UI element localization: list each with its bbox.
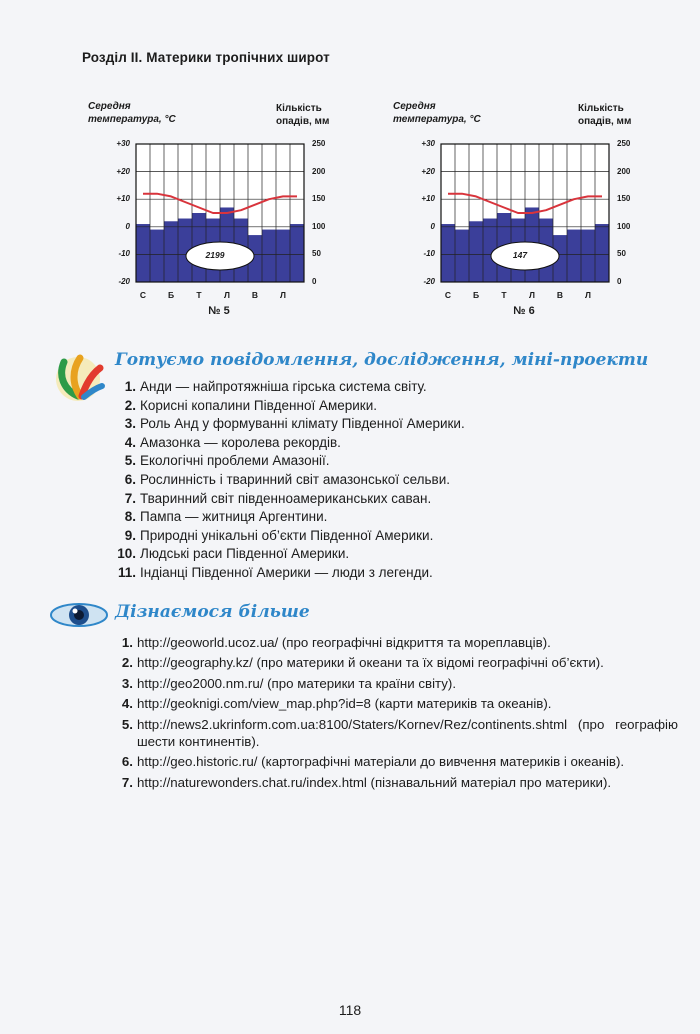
item-number: 1. (121, 635, 133, 650)
temp-tick-label: +20 (421, 166, 435, 176)
section-header: Розділ ІІ. Материки тропічних широт (82, 50, 330, 65)
month-label: В (251, 290, 259, 300)
project-topic-item (124, 508, 560, 527)
item-text: Амазонка — королева рекордів. (140, 434, 341, 450)
item-text: http://naturewonders.chat.ru/index.html (пізнавальний матеріал про материки). (137, 774, 612, 790)
precip-tick-label: 250 (617, 139, 631, 148)
item-text: http://geography.kz/ (про материки й океани та їх відомі географічні об’єкти). (137, 655, 604, 671)
resource-link-item (121, 774, 678, 791)
item-text: Індіанці Південної Америки — люди з легенди. (140, 564, 433, 580)
precip-bar (469, 221, 483, 282)
item-number: 5. (121, 716, 133, 732)
page-number: 118 (338, 1002, 362, 1018)
item-number: 2. (121, 655, 133, 671)
chart-plot (80, 100, 350, 330)
item-number: 4. (124, 434, 136, 450)
item-number: 3. (121, 675, 133, 691)
item-number: 7. (121, 774, 133, 790)
precip-bar (276, 230, 290, 282)
precip-tick-label: 150 (617, 194, 631, 204)
projects-section-title: Готуємо повідомлення, дослідження, міні-проекти (115, 350, 649, 370)
climate-chart-5 (80, 100, 350, 330)
precip-tick-label: 100 (312, 221, 326, 231)
item-number: 5. (124, 453, 136, 469)
projects-list (117, 378, 560, 583)
project-topic-item (124, 490, 560, 509)
item-text: Пампа — житниця Аргентини. (140, 509, 328, 525)
project-topic-item (124, 471, 560, 490)
precip-bar (150, 230, 164, 282)
precip-bar (441, 224, 455, 282)
item-text: Природні унікальні об’єкти Південної Америки. (140, 527, 434, 543)
precip-tick-label: 250 (312, 139, 326, 148)
month-label: Л (224, 290, 230, 300)
temp-tick-label: +10 (421, 194, 435, 204)
item-text: Людські раси Південної Америки. (140, 546, 350, 562)
book-fan-icon (50, 350, 108, 408)
resource-links-list (121, 634, 678, 794)
month-label: В (556, 290, 564, 300)
item-text: http://geo.historic.ru/ (картографічні матеріали до вивчення материків і океанів). (137, 754, 625, 770)
item-text: http://news2.ukrinform.com.ua:8100/Staters/Kornev/Rez/continents.shtml (про географію шести континентів). (137, 716, 678, 750)
temp-tick-label: 0 (430, 221, 435, 231)
project-topic-item (124, 452, 560, 471)
item-text: Тваринний світ південноамериканських саван. (140, 490, 432, 506)
temp-tick-label: -20 (423, 277, 435, 286)
precip-axis-title: Кількість опадів, мм (276, 103, 330, 127)
precip-tick-label: 50 (312, 249, 321, 259)
month-label: Л (585, 290, 591, 300)
item-text: Анди — найпротяжніша гірська система світу. (140, 379, 427, 394)
month-label: Т (501, 290, 507, 300)
temp-tick-label: -10 (118, 249, 130, 259)
learn-more-section-title: Дізнаємося більше (115, 602, 310, 622)
item-number: 6. (121, 754, 133, 770)
precip-bar (581, 230, 595, 282)
precip-bar (455, 230, 469, 282)
climate-chart-6 (385, 100, 655, 330)
precip-bar (595, 224, 609, 282)
item-number: 2. (124, 397, 136, 413)
item-text: Екологічні проблеми Амазонії. (140, 453, 330, 469)
precip-bar (290, 224, 304, 282)
precip-bar (164, 221, 178, 282)
eye-globe-icon (48, 598, 110, 632)
chart-plot (385, 100, 655, 330)
resource-link-item (121, 675, 678, 692)
chart-number: № 6 (513, 305, 535, 317)
item-text: http://geoworld.ucoz.ua/ (про географічні відкриття та мореплавців). (137, 635, 551, 650)
item-number: 9. (124, 527, 136, 543)
resource-link-item (121, 654, 678, 671)
item-number: 7. (124, 490, 136, 506)
project-topic-item (124, 527, 560, 546)
temp-tick-label: -10 (423, 249, 435, 259)
month-label: Б (472, 290, 480, 300)
precip-bar (262, 230, 276, 282)
precip-tick-label: 0 (617, 277, 622, 286)
temp-tick-label: +20 (116, 166, 130, 176)
annual-precip-label: 2199 (205, 250, 225, 260)
item-number: 1. (124, 379, 136, 394)
chart-number: № 5 (208, 305, 230, 317)
resource-link-item (121, 716, 678, 751)
project-topic-item (117, 564, 560, 583)
item-text: http://geo2000.nm.ru/ (про материки та країни світу). (137, 675, 457, 691)
precip-bar (567, 230, 581, 282)
month-label: Л (280, 290, 286, 300)
temp-axis-title: Середня температура, °С (393, 101, 481, 125)
temp-tick-label: -20 (118, 277, 130, 286)
temp-tick-label: +10 (116, 194, 130, 204)
precip-tick-label: 100 (617, 221, 631, 231)
item-number: 3. (124, 416, 136, 432)
item-text: Роль Анд у формуванні клімату Південної Америки. (140, 416, 465, 432)
temp-tick-label: +30 (421, 139, 435, 148)
item-text: http://geoknigi.com/view_map.php?id=8 (карти материків та океанів). (137, 696, 552, 712)
month-label: Л (529, 290, 535, 300)
temp-tick-label: 0 (125, 221, 130, 231)
item-number: 6. (124, 471, 136, 487)
precip-tick-label: 50 (617, 249, 626, 259)
project-topic-item (117, 545, 560, 564)
project-topic-item (124, 434, 560, 453)
temp-tick-label: +30 (116, 139, 130, 148)
precip-tick-label: 200 (312, 166, 326, 176)
project-topic-item (124, 415, 560, 434)
item-number: 11. (117, 564, 136, 580)
resource-link-item (121, 753, 678, 770)
temp-axis-title: Середня температура, °С (88, 101, 176, 125)
precip-tick-label: 200 (617, 166, 631, 176)
item-text: Корисні копалини Південної Америки. (140, 397, 377, 413)
precip-tick-label: 0 (312, 277, 317, 286)
month-label: Т (196, 290, 202, 300)
item-number: 8. (124, 509, 136, 525)
annual-precip-label: 147 (512, 250, 528, 260)
item-number: 10. (117, 546, 136, 562)
resource-link-item (121, 634, 678, 651)
precip-axis-title: Кількість опадів, мм (578, 103, 632, 127)
month-label: Б (167, 290, 175, 300)
project-topic-item (124, 378, 560, 397)
precip-tick-label: 150 (312, 194, 326, 204)
project-topic-item (124, 397, 560, 416)
month-label: С (444, 290, 452, 300)
month-label: С (139, 290, 147, 300)
item-number: 4. (121, 696, 133, 712)
item-text: Рослинність і тваринний світ амазонської сельви. (140, 471, 451, 487)
precip-bar (136, 224, 150, 282)
resource-link-item (121, 695, 678, 712)
